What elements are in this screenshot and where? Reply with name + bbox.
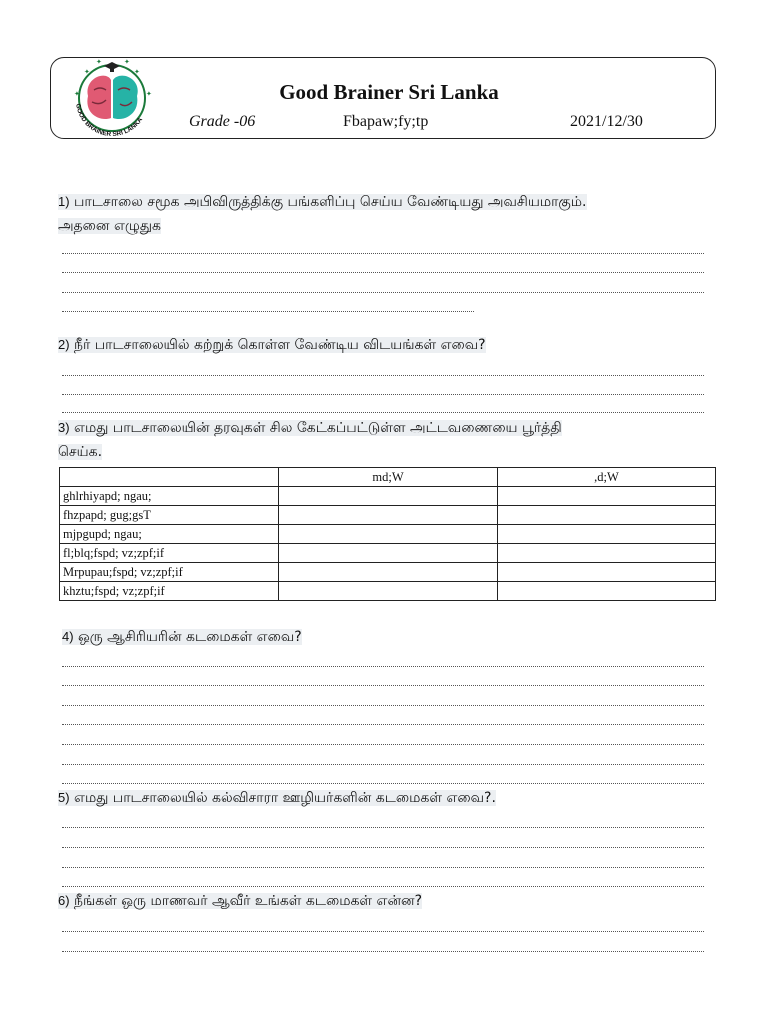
date-label: 2021/12/30 xyxy=(570,113,643,130)
answer-line xyxy=(62,292,704,293)
row-label: ghlrhiyapd; ngau; xyxy=(60,487,279,506)
row-label: Mrpupau;fspd; vz;zpf;if xyxy=(60,563,279,582)
question-text: நீங்கள் ஒரு மாணவர் ஆவீர் உங்கள் கடமைகள் என்ன? xyxy=(74,893,423,909)
answer-cell[interactable] xyxy=(279,563,498,582)
answer-line xyxy=(62,311,474,312)
question-5 xyxy=(58,786,496,810)
question-text: ஒரு ஆசிரியரின் கடமைகள் எவை? xyxy=(78,629,302,645)
answer-line xyxy=(62,724,704,725)
question-text: பாடசாலை சமூக அபிவிருத்திக்கு பங்களிப்பு செய்ய வேண்டியது அவசியமாகும். xyxy=(74,194,587,210)
row-label: khztu;fspd; vz;zpf;if xyxy=(60,582,279,601)
answer-line xyxy=(62,272,704,273)
table-row xyxy=(60,563,716,582)
answer-line xyxy=(62,705,704,706)
table-row xyxy=(60,487,716,506)
question-number: 5) xyxy=(58,790,70,805)
answer-cell[interactable] xyxy=(279,544,498,563)
svg-text:✦✦✦✦✦✦: ✦ ✦ ✦ ✦✦ ✦ xyxy=(74,58,152,98)
subject-label: Fbapaw;fy;tp xyxy=(343,113,429,130)
school-name: Good Brainer Sri Lanka xyxy=(279,80,499,104)
table-header-cell: md;W xyxy=(279,468,498,487)
answer-line xyxy=(62,253,704,254)
question-number: 2) xyxy=(58,337,70,352)
question-number: 1) xyxy=(58,194,70,209)
table-header-cell xyxy=(60,468,279,487)
question-3 xyxy=(58,416,562,464)
answer-line xyxy=(62,827,704,828)
question-number: 6) xyxy=(58,893,70,908)
question-6 xyxy=(58,889,422,913)
table-header-cell: ,d;W xyxy=(498,468,716,487)
answer-cell[interactable] xyxy=(279,525,498,544)
answer-line xyxy=(62,744,704,745)
question-text-cont: செய்க. xyxy=(58,444,103,460)
school-data-table xyxy=(59,467,716,601)
row-label: fhzpapd; gug;gsT xyxy=(60,506,279,525)
row-label: mjpgupd; ngau; xyxy=(60,525,279,544)
answer-cell[interactable] xyxy=(498,544,716,563)
answer-line xyxy=(62,375,704,376)
answer-cell[interactable] xyxy=(279,582,498,601)
answer-cell[interactable] xyxy=(498,487,716,506)
table-row xyxy=(60,506,716,525)
answer-line xyxy=(62,847,704,848)
question-number: 3) xyxy=(58,420,70,435)
answer-line xyxy=(62,394,704,395)
answer-cell[interactable] xyxy=(498,582,716,601)
answer-line xyxy=(62,783,704,784)
answer-line xyxy=(62,412,704,413)
question-1 xyxy=(58,190,587,238)
answer-line xyxy=(62,951,704,952)
answer-cell[interactable] xyxy=(279,506,498,525)
table-header-row xyxy=(60,468,716,487)
question-number: 4) xyxy=(62,629,74,644)
question-2 xyxy=(58,333,486,357)
table-row xyxy=(60,525,716,544)
question-text: எமது பாடசாலையில் கல்விசாரா ஊழியர்களின் கடமைகள் எவை?. xyxy=(74,790,496,806)
question-text-cont: அதனை எழுதுக xyxy=(58,218,161,234)
answer-cell[interactable] xyxy=(498,525,716,544)
answer-line xyxy=(62,931,704,932)
row-label: fl;blq;fspd; vz;zpf;if xyxy=(60,544,279,563)
answer-cell[interactable] xyxy=(279,487,498,506)
grade-label: Grade -06 xyxy=(189,113,256,130)
answer-line xyxy=(62,666,704,667)
answer-line xyxy=(62,886,704,887)
answer-line xyxy=(62,685,704,686)
answer-cell[interactable] xyxy=(498,563,716,582)
table-row xyxy=(60,582,716,601)
answer-line xyxy=(62,764,704,765)
question-text: நீர் பாடசாலையில் கற்றுக் கொள்ள வேண்டிய விடயங்கள் எவை? xyxy=(74,337,486,353)
answer-line xyxy=(62,867,704,868)
svg-text:GOOD BRAINER SRI LANKA: GOOD BRAINER SRI LANKA xyxy=(74,103,145,138)
question-4 xyxy=(62,625,302,649)
answer-cell[interactable] xyxy=(498,506,716,525)
table-row xyxy=(60,544,716,563)
question-text: எமது பாடசாலையின் தரவுகள் சில கேட்கப்பட்டுள்ள அட்டவணையை பூர்த்தி xyxy=(74,420,562,436)
